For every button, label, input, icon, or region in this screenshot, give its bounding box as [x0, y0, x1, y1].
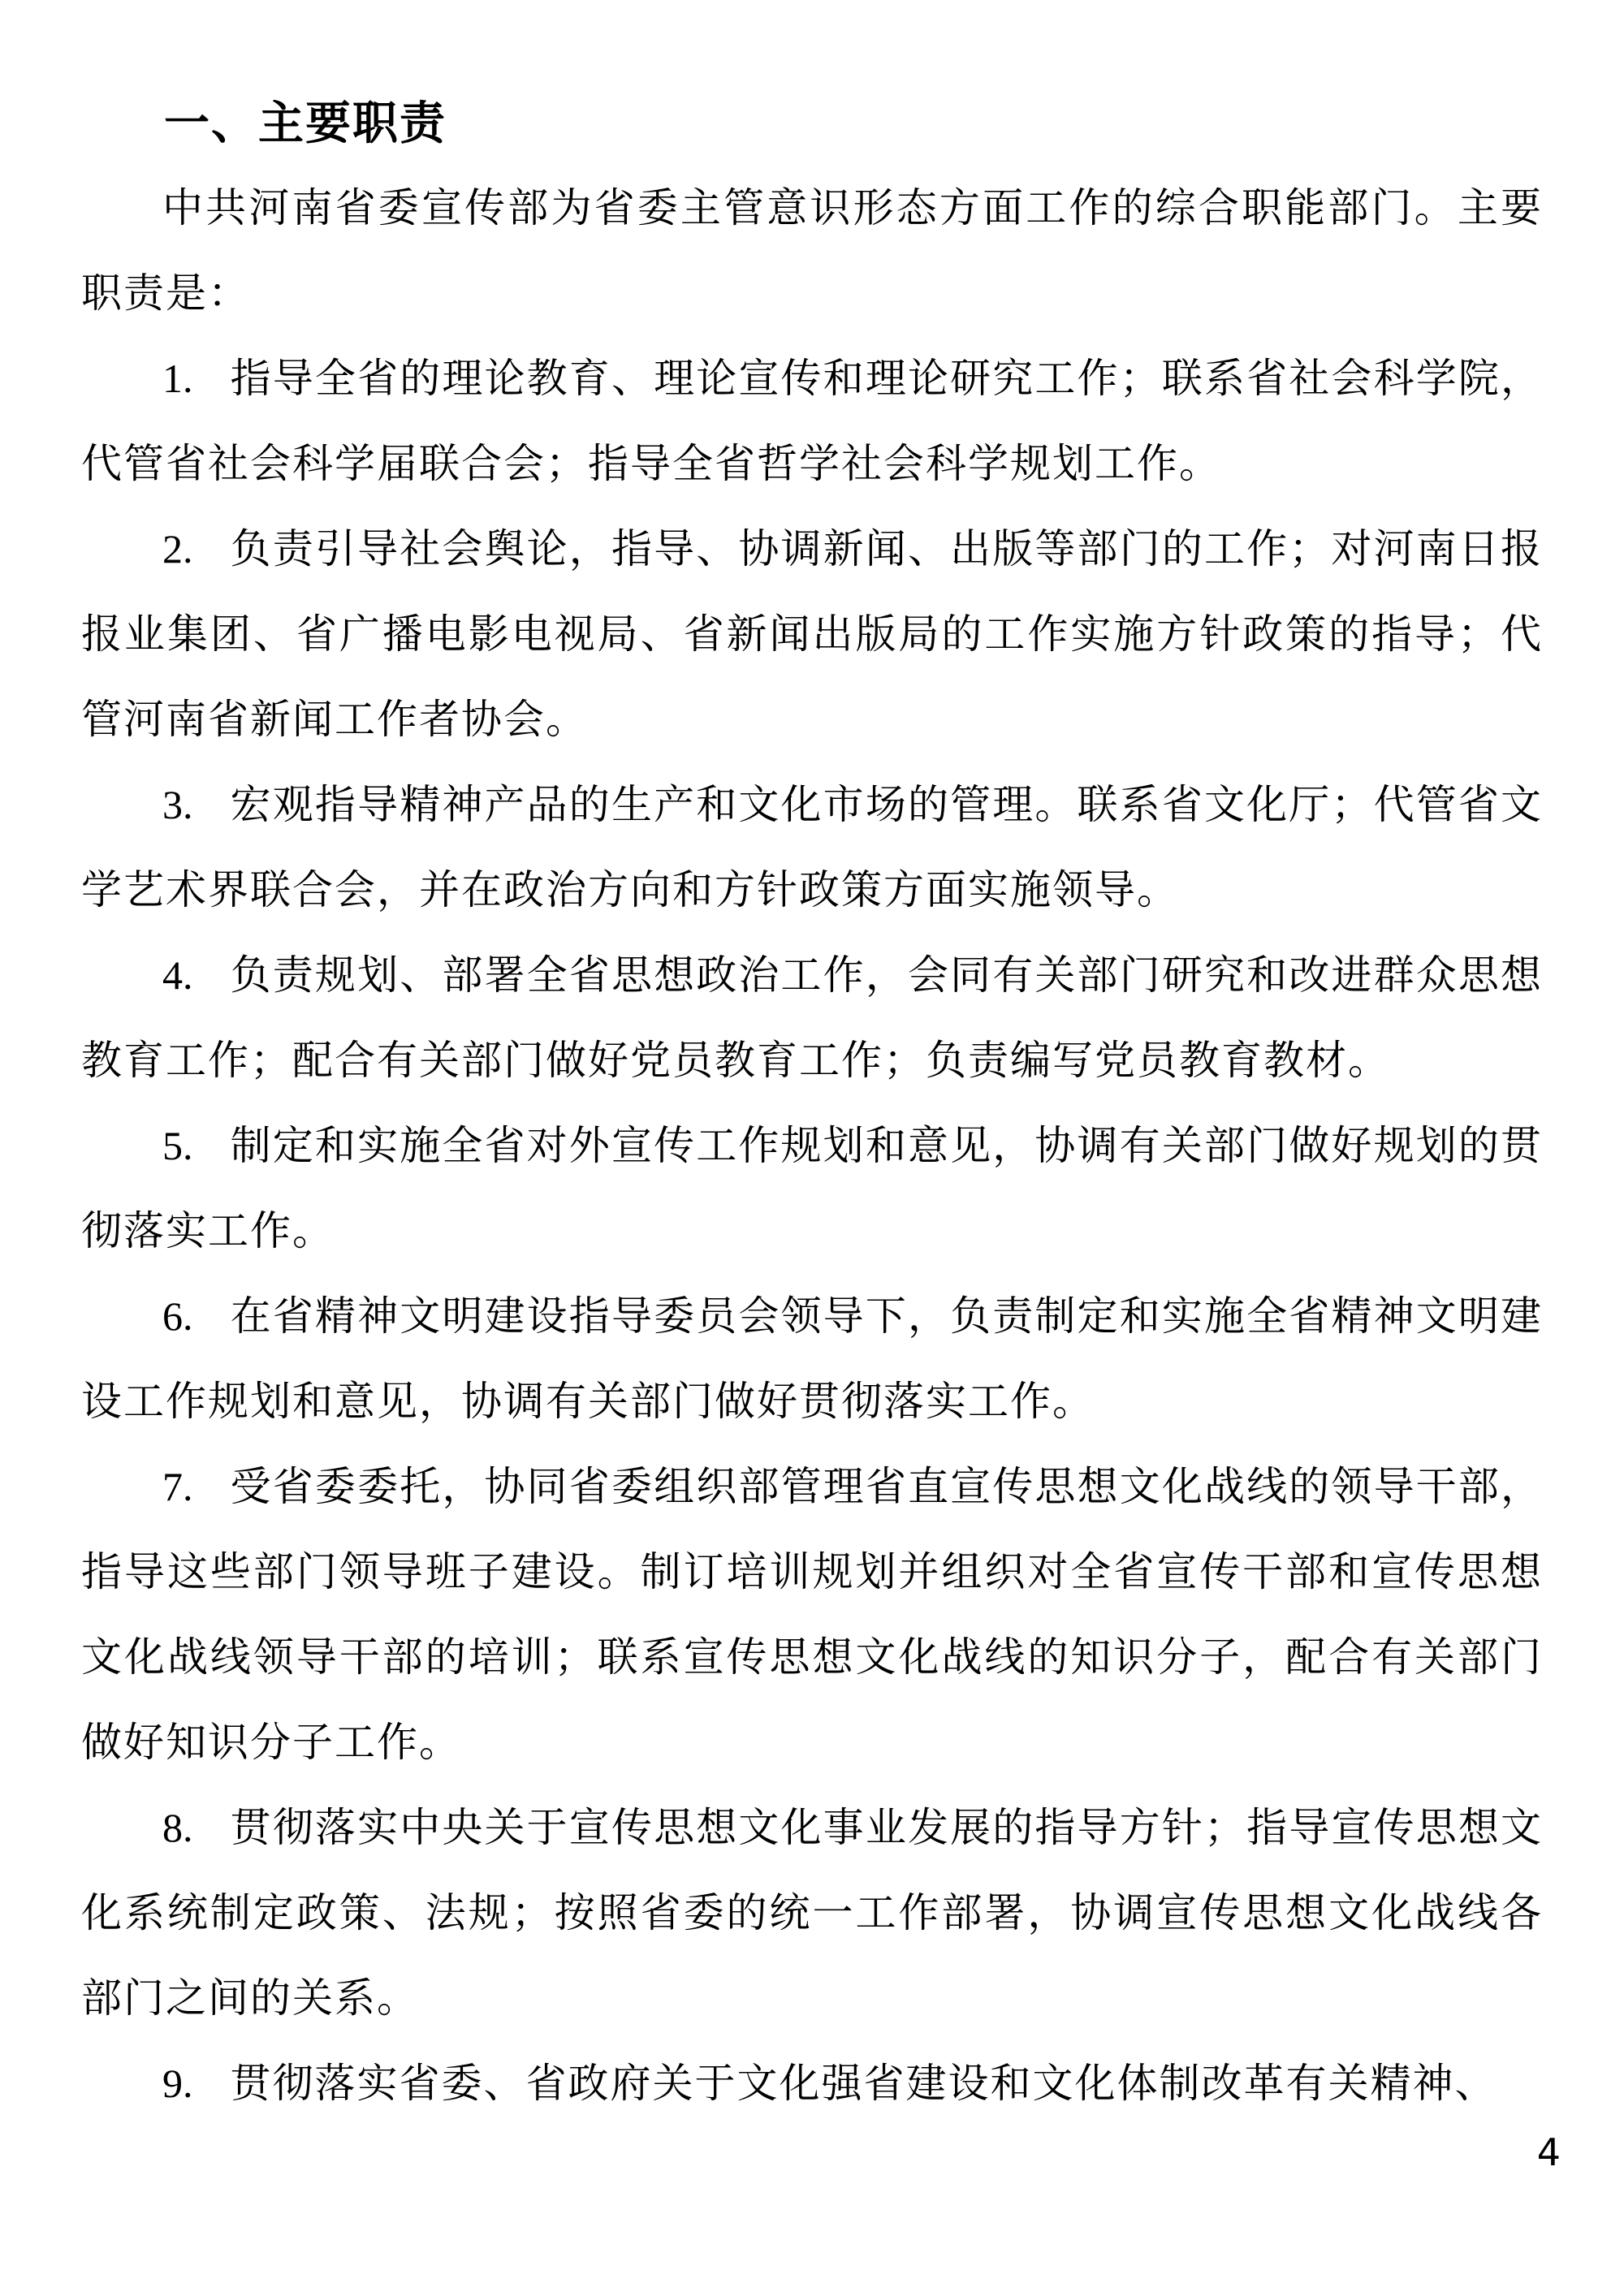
- responsibility-item: [81, 1274, 1543, 1444]
- item-number: 6.: [162, 1293, 193, 1339]
- responsibility-item: [81, 2041, 1543, 2126]
- responsibility-item: [81, 933, 1543, 1103]
- item-number: 7.: [162, 1464, 193, 1509]
- item-number: 1.: [162, 356, 193, 401]
- item-text: 宏观指导精神产品的生产和文化市场的管理。联系省文化厅；代管省文学艺术界联合会，并在政治方向和方针政策方面实施领导。: [81, 782, 1543, 913]
- item-text: 负责引导社会舆论，指导、协调新闻、出版等部门的工作；对河南日报报业集团、省广播电影电视局、省新闻出版局的工作实施方针政策的指导；代管河南省新闻工作者协会。: [81, 526, 1543, 742]
- responsibility-item: [81, 507, 1543, 762]
- item-text: 贯彻落实中央关于宣传思想文化事业发展的指导方针；指导宣传思想文化系统制定政策、法规；按照省委的统一工作部署，协调宣传思想文化战线各部门之间的关系。: [81, 1805, 1543, 2021]
- responsibility-item: [81, 1444, 1543, 1785]
- item-number: 4.: [162, 952, 193, 998]
- item-number: 2.: [162, 526, 193, 572]
- item-number: 8.: [162, 1805, 193, 1850]
- item-number: 5.: [162, 1123, 193, 1168]
- item-text: 在省精神文明建设指导委员会领导下，负责制定和实施全省精神文明建设工作规划和意见，协调有关部门做好贯彻落实工作。: [81, 1293, 1543, 1424]
- page-number: 4: [1536, 2130, 1561, 2174]
- responsibility-item: [81, 336, 1543, 507]
- item-number: 9.: [162, 2061, 193, 2106]
- item-text: 受省委委托，协同省委组织部管理省直宣传思想文化战线的领导干部，指导这些部门领导班子建设。制订培训规划并组织对全省宣传干部和宣传思想文化战线领导干部的培训；联系宣传思想文化战线的知识分子，配合有关部门做好知识分子工作。: [81, 1464, 1543, 1765]
- responsibility-item: [81, 1103, 1543, 1274]
- item-text: 制定和实施全省对外宣传工作规划和意见，协调有关部门做好规划的贯彻落实工作。: [81, 1123, 1543, 1254]
- item-text: 贯彻落实省委、省政府关于文化强省建设和文化体制改革有关精神、: [230, 2061, 1497, 2106]
- document-content: [81, 99, 1543, 2126]
- item-text: 指导全省的理论教育、理论宣传和理论研究工作；联系省社会科学院，代管省社会科学届联合会；指导全省哲学社会科学规划工作。: [81, 356, 1543, 486]
- item-text: 负责规划、部署全省思想政治工作，会同有关部门研究和改进群众思想教育工作；配合有关部门做好党员教育工作；负责编写党员教育教材。: [81, 952, 1543, 1083]
- responsibility-item: [81, 762, 1543, 933]
- item-number: 3.: [162, 782, 193, 827]
- responsibility-item: [81, 1785, 1543, 2041]
- section-heading: 一、主要职责: [164, 97, 447, 150]
- intro-paragraph: 中共河南省委宣传部为省委主管意识形态方面工作的综合职能部门。主要职责是：: [81, 185, 1543, 316]
